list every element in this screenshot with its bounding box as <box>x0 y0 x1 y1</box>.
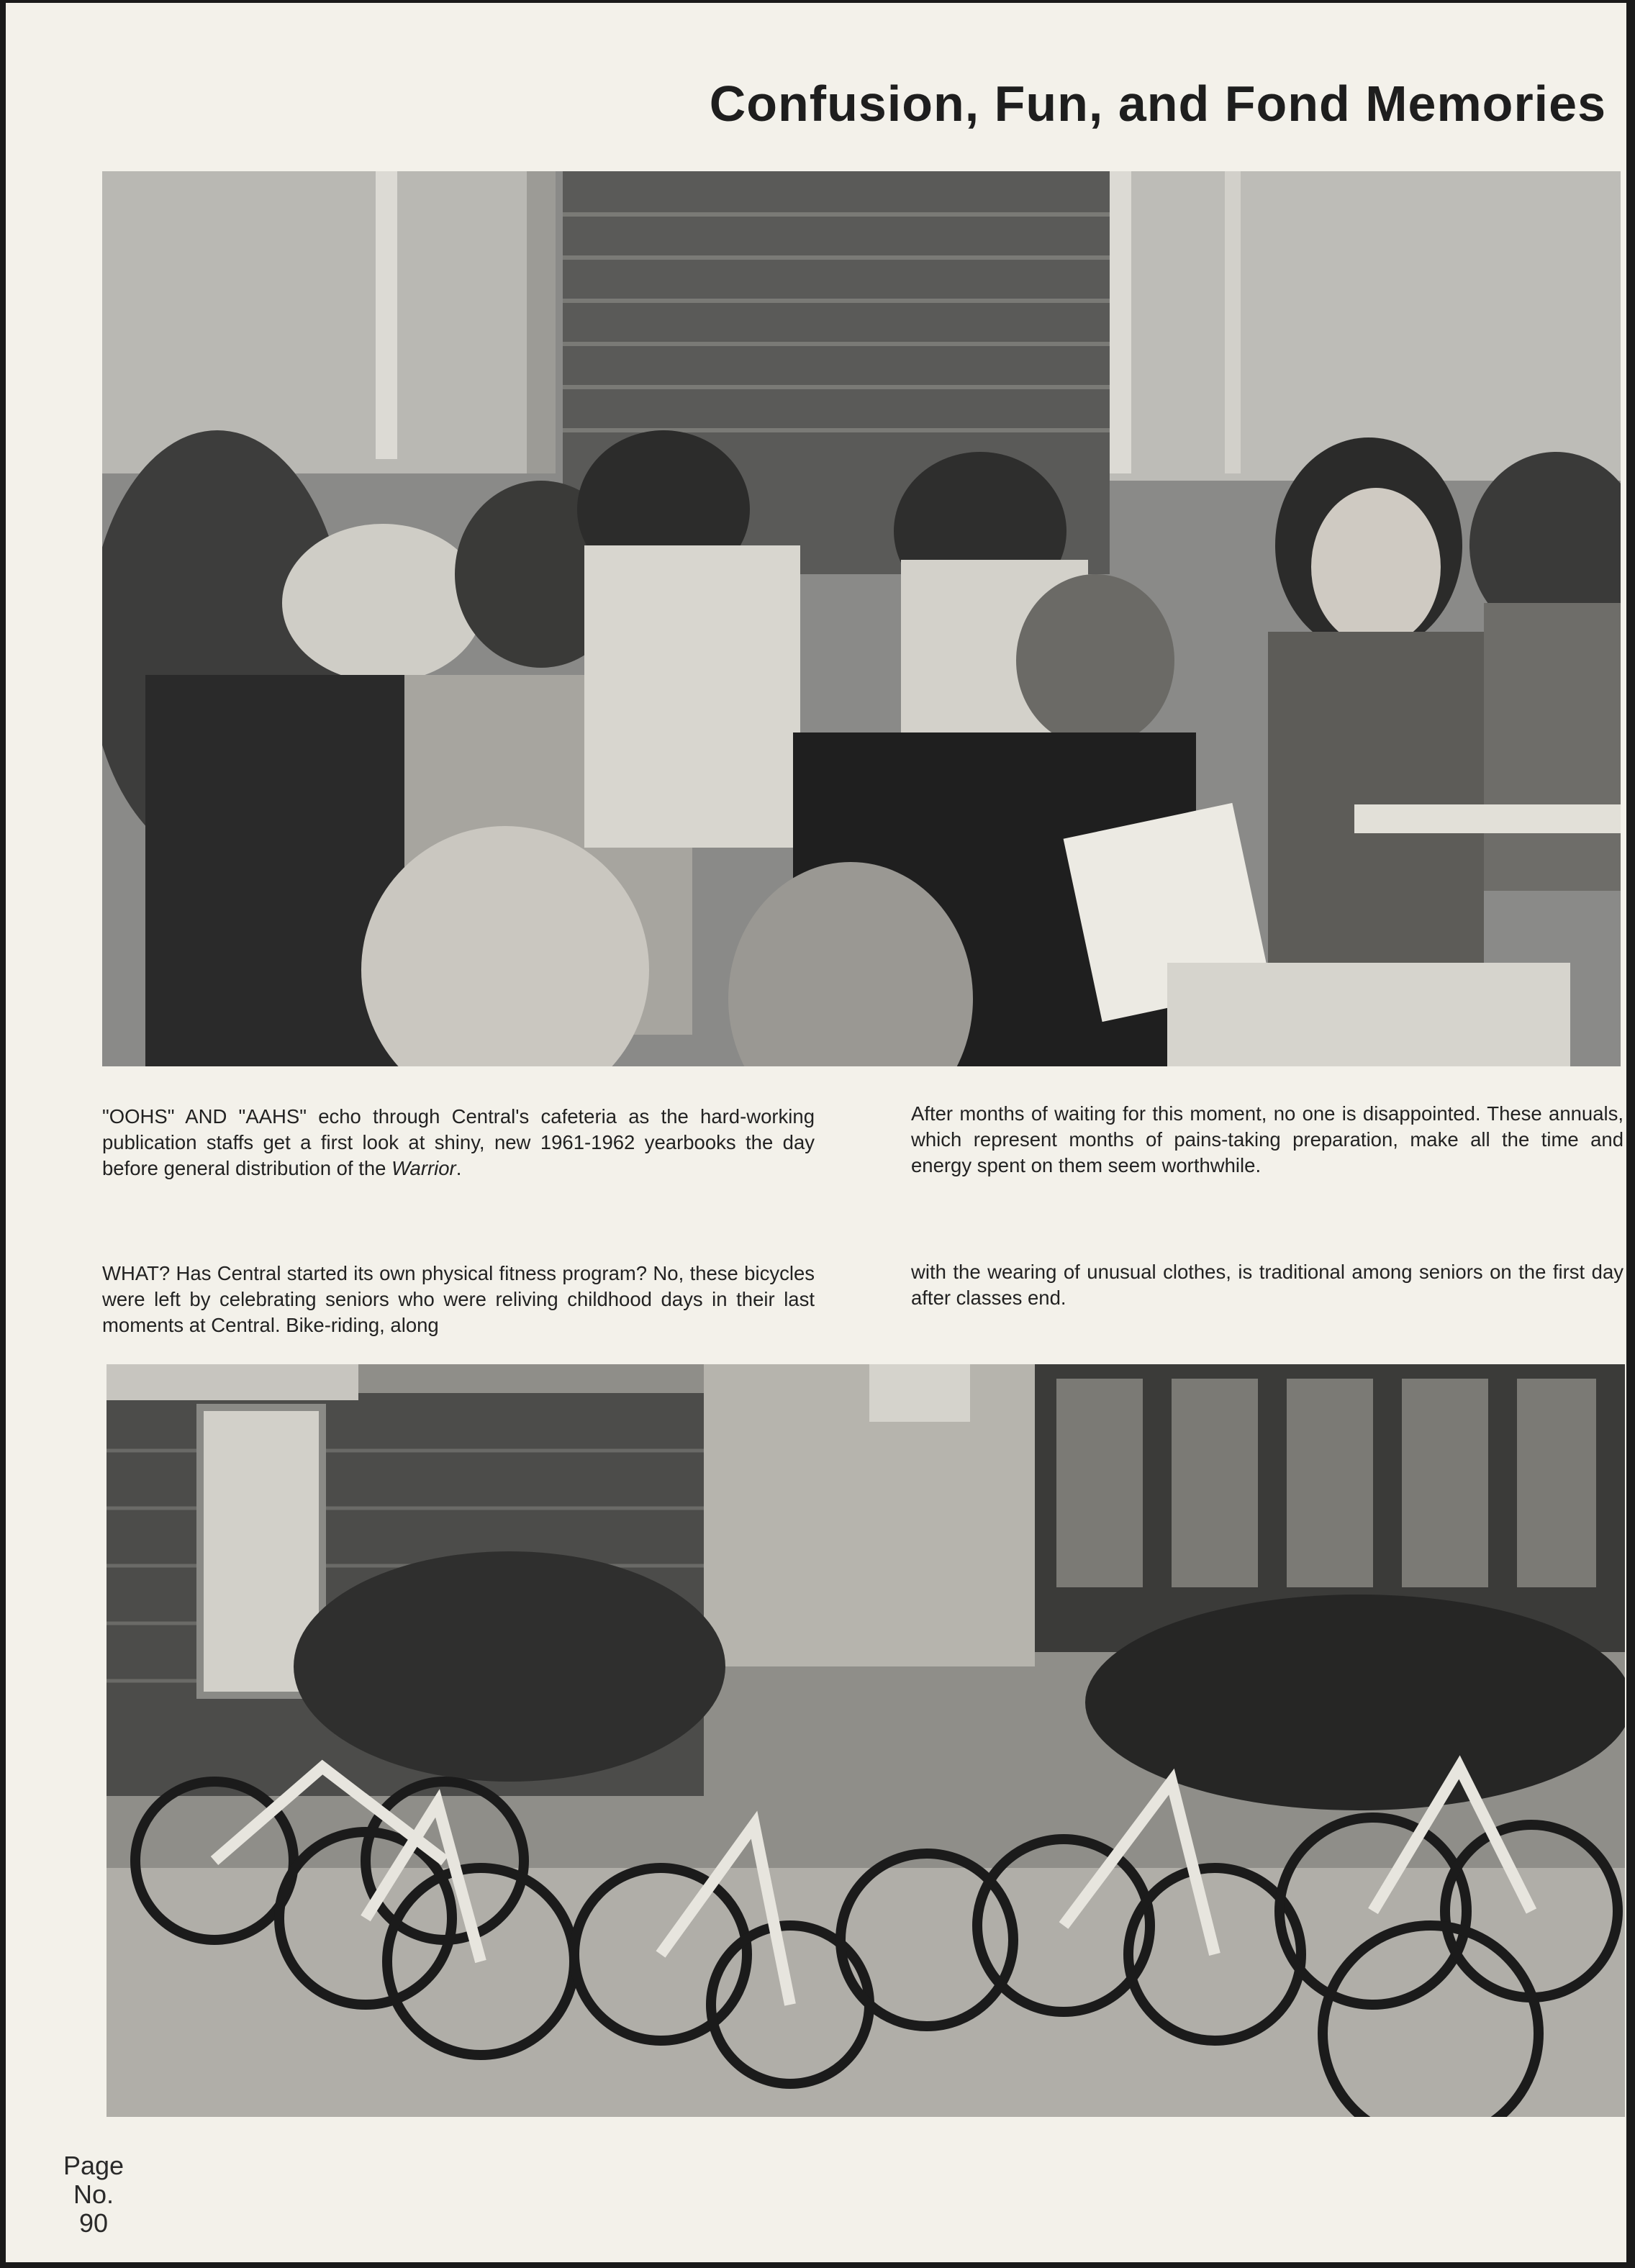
page-number <box>63 2151 124 2238</box>
page-number-value: 90 <box>79 2208 109 2238</box>
caption-bicycles-continued: with the wearing of unusual clothes, is traditional among seniors on the first day after classes end. <box>911 1261 1623 1309</box>
page-number-label: Page <box>63 2151 124 2180</box>
photo-bicycles-image <box>107 1364 1625 2117</box>
caption-staff-photo-tail: . <box>456 1157 462 1179</box>
caption-staff-photo-continued: After months of waiting for this moment, no one is disappointed. These annuals, which represent months of pains-taking preparation, make all the time and energy spent on them seem worthwhile. <box>911 1102 1623 1176</box>
caption-bicycles: WHAT? Has Central started its own physical fitness program? No, these bicycles were left by celebrating seniors who were reliving childhood days in their last moments at Central. Bike-riding, along <box>102 1262 815 1336</box>
yearbook-page <box>6 3 1626 2262</box>
caption-warrior-title: Warrior <box>391 1157 456 1179</box>
page-number-no: No. <box>73 2179 114 2209</box>
photo-yearbook-staff <box>102 171 1621 1066</box>
caption-staff-photo-text: "OOHS" AND "AAHS" echo through Central's cafeteria as the hard-working publication staffs get a first look at shiny, new 1961-1962 yearbooks the day before general distribution of the <box>102 1105 815 1179</box>
page-title: Confusion, Fun, and Fond Memories <box>709 76 1606 132</box>
photo-bicycles <box>107 1364 1625 2117</box>
photo-yearbook-staff-image <box>102 171 1621 1066</box>
caption-staff-photo <box>102 1104 815 1181</box>
